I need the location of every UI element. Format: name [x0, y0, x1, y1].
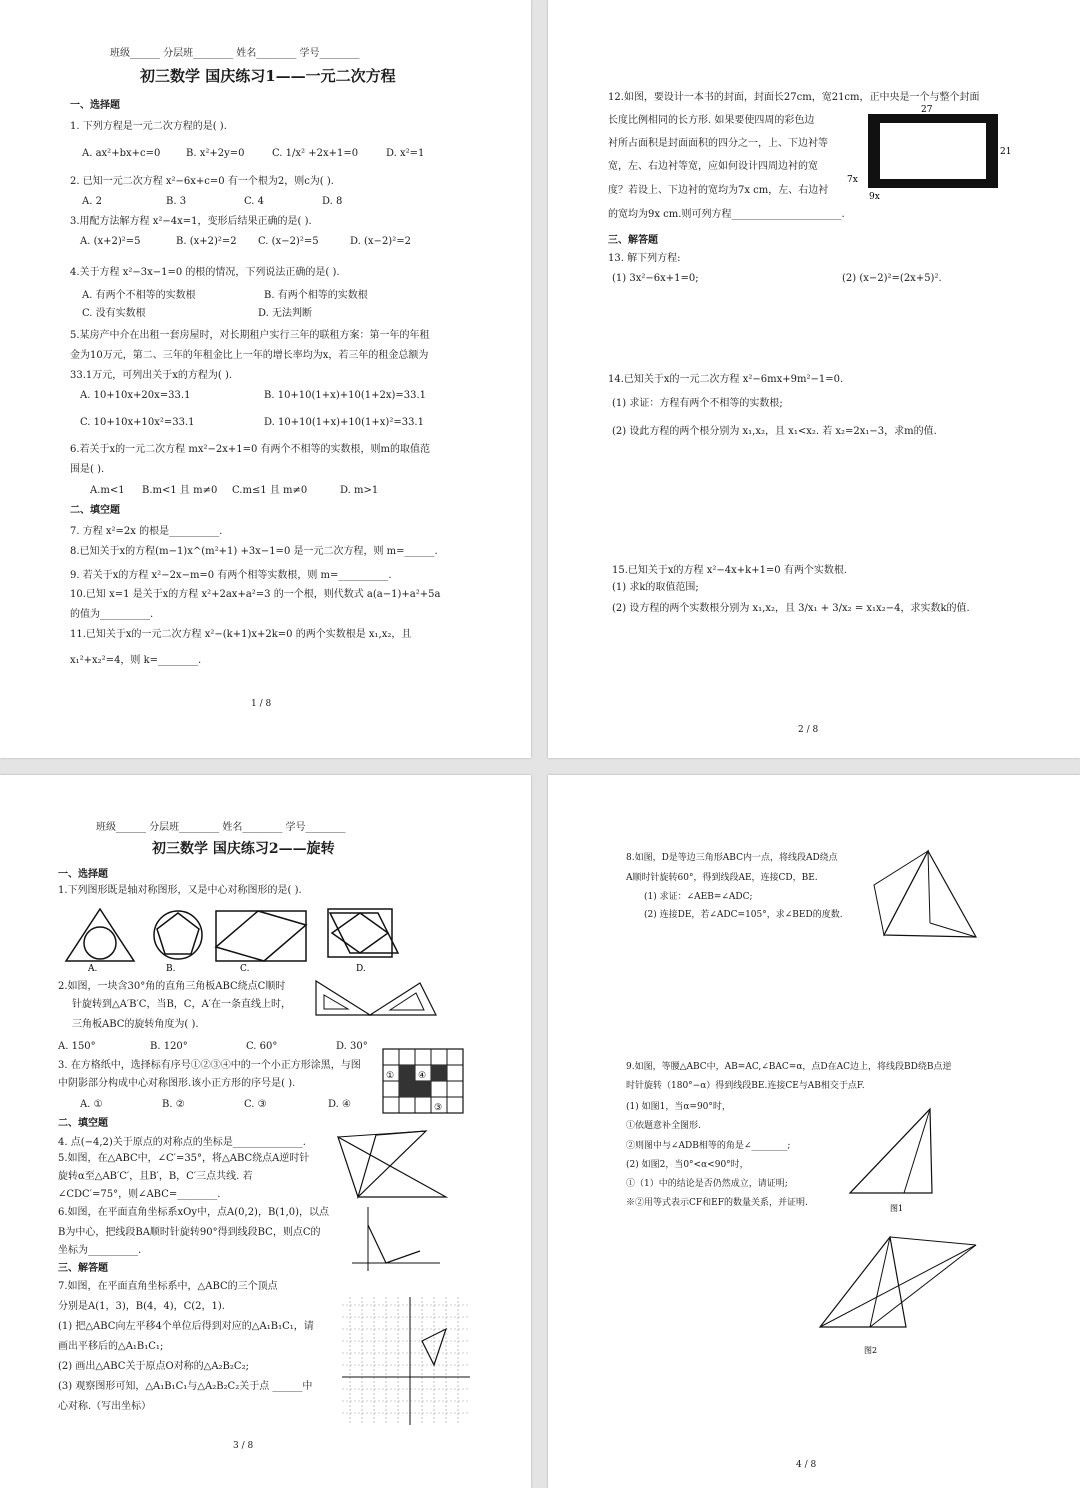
option-label: C.	[240, 964, 250, 974]
book-cover-figure	[843, 104, 1013, 202]
option: C. 10+10x+10x²=33.1	[80, 417, 195, 428]
cell-label: ④	[418, 1071, 427, 1081]
option: A. 150°	[58, 1041, 96, 1052]
question-12-line: 宽，左、右边衬等宽，应如何设计四周边衬的宽	[608, 161, 818, 172]
coordinate-figure	[348, 1205, 444, 1273]
question-9-line: ①（1）中的结论是否仍然成立，请证明;	[626, 1179, 788, 1189]
page-3	[0, 775, 531, 1488]
question-8-line: A顺时针旋转60°，得到线段AE，连接CD，BE.	[626, 873, 818, 883]
question-14-part: (2) 设此方程的两个根分别为 x₁,x₂，且 x₁<x₂. 若 x₂=2x₁−3，求m的值.	[612, 426, 937, 437]
question-2-line: 针旋转到△A′B′C，当B，C，A′在一条直线上时，	[72, 999, 291, 1010]
option: A. ax²+bx+c=0	[82, 148, 161, 159]
question-2: 2. 已知一元二次方程 x²−6x+c=0 有一个根为2，则c为( ).	[70, 176, 334, 187]
option: A. (x+2)²=5	[80, 236, 141, 247]
question-9-line: (2) 如图2，当0°<α<90°时，	[626, 1160, 749, 1170]
question-8-line: (1) 求证：∠AEB=∠ADC;	[644, 892, 753, 902]
figure-label: 9x	[869, 192, 880, 202]
option: C. 没有实数根	[82, 308, 146, 319]
option: C. 60°	[246, 1041, 278, 1052]
option: B. 3	[166, 196, 187, 207]
question-10-line: 10.已知 x=1 是关于x的方程 x²+2ax+a²=3 的一个根，则代数式 a(a−1)+a²+5a	[70, 589, 441, 600]
question-7: 7. 方程 x²=2x 的根是__________.	[70, 526, 223, 537]
question-15: 15.已知关于x的方程 x²−4x+k+1=0 有两个实数根.	[612, 565, 848, 576]
option: B. ②	[162, 1099, 185, 1110]
rotation-triangle-figure	[330, 1127, 450, 1201]
question-5-line: 5.如图，在△ABC中，∠C′=35°，将△ABC绕点A逆时针	[58, 1153, 310, 1164]
question-5-line: ∠CDC′=75°，则∠ABC=________.	[58, 1189, 221, 1200]
figure-label: 7x	[847, 175, 858, 185]
question-13-part: (1) 3x²−6x+1=0;	[612, 273, 699, 284]
option: C. 1/x² +2x+1=0	[272, 148, 359, 159]
question-3-line: 3. 在方格纸中，选择标有序号①②③④中的一个小正方形涂黑，与图	[58, 1060, 361, 1071]
page-4	[548, 775, 1080, 1488]
option: B. 120°	[150, 1041, 188, 1052]
page-title: 初三数学 国庆练习1——一元二次方程	[140, 67, 396, 85]
option-label: B.	[166, 964, 176, 974]
option: D. (x−2)²=2	[350, 236, 411, 247]
cell-label: ②	[434, 1087, 443, 1097]
question-6-line: 坐标为__________.	[58, 1245, 142, 1256]
question-15-part: (2) 设方程的两个实数根分别为 x₁,x₂，且 3/x₁ + 3/x₂ = x₁x₂−4，求实数k的值.	[612, 603, 970, 614]
question-6-line: 6.如图，在平面直角坐标系xOy中，点A(0,2)，B(1,0)，以点	[58, 1207, 330, 1218]
option: B. 10+10(1+x)+10(1+2x)=33.1	[264, 390, 427, 401]
question-3: 3.用配方法解方程 x²−4x=1，变形后结果正确的是( ).	[70, 216, 312, 227]
question-7-line: (1) 把△ABC向左平移4个单位后得到对应的△A₁B₁C₁，请	[58, 1321, 314, 1332]
option: D. x²=1	[386, 148, 425, 159]
question-7-line: 心对称.（写出坐标）	[58, 1401, 152, 1412]
section-heading: 三、解答题	[608, 235, 658, 246]
question-6-line: B为中心，把线段BA顺时针旋转90°得到线段BC，则点C的	[58, 1227, 321, 1238]
question-8: 8.已知关于x的方程(m−1)x^(m²+1) +3x−1=0 是一元二次方程，则 m=______.	[70, 546, 438, 557]
question-2-line: 三角板ABC的旋转角度为( ).	[72, 1019, 199, 1030]
page-number: 4 / 8	[796, 1460, 817, 1470]
question-9: 9. 若关于x的方程 x²−2x−m=0 有两个相等实数根，则 m=__________.	[70, 570, 392, 581]
question-1: 1. 下列方程是一元二次方程的是( ).	[70, 121, 227, 132]
option-label: A.	[88, 964, 98, 974]
question-4: 4. 点(−4,2)关于原点的对称点的坐标是______________.	[58, 1137, 306, 1148]
page-number: 2 / 8	[798, 725, 819, 735]
option: C. (x−2)²=5	[258, 236, 319, 247]
option: B. (x+2)²=2	[176, 236, 237, 247]
question-9-line: (1) 如图1，当α=90°时，	[626, 1102, 731, 1112]
option: D. m>1	[340, 485, 379, 496]
section-heading: 二、填空题	[58, 1118, 108, 1129]
question-8-line: (2) 连接DE，若∠ADC=105°，求∠BED的度数.	[644, 910, 843, 920]
section-heading: 一、选择题	[70, 100, 120, 111]
question-13-part: (2) (x−2)²=(2x+5)².	[842, 273, 942, 284]
section-heading: 二、填空题	[70, 505, 120, 516]
option: A. 2	[82, 196, 102, 207]
cell-label: ①	[386, 1071, 395, 1081]
question-12-line: 12.如图，要设计一本书的封面，封面长27cm，宽21cm，正中央是一个与整个封面	[608, 92, 980, 103]
question-7-line: (3) 观察图形可知，△A₁B₁C₁与△A₂B₂C₂关于点 ______中	[58, 1381, 313, 1392]
grid-paper-figure	[340, 1295, 472, 1427]
page-2	[548, 0, 1080, 758]
question-12-line: 衬所占面积是封面面积的四分之一，上、下边衬等	[608, 138, 828, 149]
page-title: 初三数学 国庆练习2——旋转	[152, 841, 335, 857]
question-12-line: 度？若设上、下边衬的宽均为7x cm，左、右边衬	[608, 185, 829, 196]
cell-label: ③	[434, 1103, 443, 1113]
question-15-part: (1) 求k的取值范围;	[612, 582, 699, 593]
grid-squares-figure	[382, 1048, 464, 1114]
question-5-line: 金为10万元，第二、三年的年租金比上一年的增长率均为x，若三年的租金总额为	[70, 350, 429, 361]
figure-label: 21	[1000, 147, 1012, 157]
question-4: 4.关于方程 x²−3x−1=0 的根的情况，下列说法正确的是( ).	[70, 267, 340, 278]
question-9-line: ②则图中与∠ADB相等的角是∠________;	[626, 1141, 791, 1151]
option: B. x²+2y=0	[186, 148, 245, 159]
page-number: 1 / 8	[251, 699, 272, 709]
question-7-line: 画出平移后的△A₁B₁C₁;	[58, 1341, 164, 1352]
figure-caption: 图1	[890, 1204, 904, 1213]
question-9-line: 时针旋转（180°−α）得到线段BE.连接CE与AB相交于点F.	[626, 1081, 865, 1091]
option: A. 10+10x+20x=33.1	[80, 390, 191, 401]
figure-label: 27	[921, 105, 933, 115]
option: C. ③	[244, 1099, 267, 1110]
question-7-line: (2) 画出△ABC关于原点O对称的△A₂B₂C₂;	[58, 1361, 249, 1372]
question-6-line: 6.若关于x的一元二次方程 mx²−2x+1=0 有两个不相等的实数根，则m的取值范	[70, 444, 431, 455]
option: A. ①	[80, 1099, 103, 1110]
question-5-line: 5.某房产中介在出租一套房屋时，对长期租户实行三年的联租方案：第一年的年租	[70, 330, 430, 341]
student-info-header: 班级______ 分层班________ 姓名________ 学号________	[110, 48, 360, 59]
option-label: D.	[356, 964, 366, 974]
option: B. 有两个相等的实数根	[264, 290, 368, 301]
question-10-line: 的值为__________.	[70, 609, 154, 620]
question-1: 1.下列图形既是轴对称图形，又是中心对称图形的是( ).	[58, 885, 302, 896]
question-9-line: 9.如图，等腰△ABC中，AB=AC,∠BAC=α，点D在AC边上，将线段BD绕B点逆	[626, 1062, 952, 1072]
question-8-line: 8.如图，D是等边三角形ABC内一点，将线段AD绕点	[626, 853, 838, 863]
question-7-line: 7.如图，在平面直角坐标系中，△ABC的三个顶点	[58, 1281, 278, 1292]
option: D. 30°	[336, 1041, 368, 1052]
option: D. 10+10(1+x)+10(1+x)²=33.1	[264, 417, 424, 428]
question-3-line: 中阴影部分构成中心对称图形.该小正方形的序号是( ).	[58, 1078, 296, 1089]
symmetry-options-figure	[60, 903, 480, 973]
question-14-part: (1) 求证：方程有两个不相等的实数根;	[612, 398, 783, 409]
page-number: 3 / 8	[233, 1441, 254, 1451]
option: D. 8	[322, 196, 343, 207]
question-9-line: ※②用等式表示CF和EF的数量关系，并证明.	[626, 1198, 808, 1208]
section-heading: 三、解答题	[58, 1263, 108, 1274]
option: C. 4	[244, 196, 265, 207]
option: B.m<1 且 m≠0	[142, 485, 218, 496]
option: D. ④	[328, 1099, 351, 1110]
figure-caption: 图2	[864, 1346, 878, 1355]
question-5-line: 旋转α至△AB′C′，且B′，B，C′三点共线. 若	[58, 1171, 253, 1182]
section-heading: 一、选择题	[58, 869, 108, 880]
set-square-figure	[310, 975, 450, 1027]
question-5-line: 33.1万元，可列出关于x的方程为( ).	[70, 370, 233, 381]
figure-1	[844, 1105, 944, 1215]
option: D. 无法判断	[258, 308, 313, 319]
question-13: 13. 解下列方程:	[608, 253, 681, 264]
student-info-header: 班级______ 分层班________ 姓名________ 学号________	[96, 822, 346, 833]
question-14: 14.已知关于x的一元二次方程 x²−6mx+9m²−1=0.	[608, 374, 844, 385]
question-9-line: ①依题意补全图形.	[626, 1121, 701, 1131]
question-12-line: 的宽均为9x cm.则可列方程______________________.	[608, 209, 845, 220]
page-1	[0, 0, 531, 758]
question-11-line: x₁²+x₂²=4，则 k=________.	[70, 655, 202, 666]
question-2-line: 2.如图，一块含30°角的直角三角板ABC绕点C顺时	[58, 981, 286, 992]
question-12-line: 长度比例相同的长方形. 如果要使四周的彩色边	[608, 115, 815, 126]
figure-2	[814, 1231, 984, 1365]
question-6-line: 围是( ).	[70, 464, 105, 475]
question-11-line: 11.已知关于x的一元二次方程 x²−(k+1)x+2k=0 的两个实数根是 x₁,x₂，且	[70, 629, 412, 640]
option: A.m<1	[90, 485, 125, 496]
equilateral-triangle-figure	[866, 847, 984, 943]
option: A. 有两个不相等的实数根	[82, 290, 196, 301]
question-7-line: 分别是A(1，3)，B(4，4)，C(2，1).	[58, 1301, 225, 1312]
option: C.m≤1 且 m≠0	[232, 485, 308, 496]
